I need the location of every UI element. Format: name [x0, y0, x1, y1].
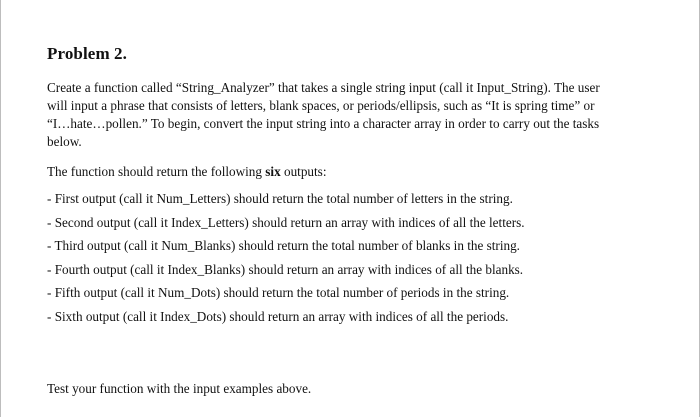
list-item: - Second output (call it Index_Letters) should return an array with indices of all the letters. — [47, 214, 525, 230]
outputs-list — [47, 190, 525, 331]
outputs-intro-suffix: outputs: — [280, 164, 327, 179]
description-line: will input a phrase that consists of letters, blank spaces, or periods/ellipsis, such as “It is spring time” or — [47, 98, 595, 113]
description-line: “I…hate…pollen.” To begin, convert the input string into a character array in order to carry out the tasks — [47, 116, 600, 131]
list-item: - Fifth output (call it Num_Dots) should return the total number of periods in the string. — [47, 285, 510, 300]
outputs-intro-text: The function should return the following — [47, 164, 266, 179]
closing-instruction: Test your function with the input examples above. — [47, 381, 312, 396]
list-item: - First output (call it Num_Letters) should return the total number of letters in the string. — [47, 191, 513, 206]
outputs-intro — [47, 164, 326, 180]
problem-title: Problem 2. — [47, 44, 128, 63]
list-item: - Third output (call it Num_Blanks) should return the total number of blanks in the string. — [47, 238, 520, 253]
outputs-count-emphasis: six — [265, 164, 281, 179]
list-item: - Sixth output (call it Index_Dots) should return an array with indices of all the periods. — [47, 308, 509, 324]
description-line: Create a function called “String_Analyzer” that takes a single string input (call it Input_String). The user — [47, 80, 600, 95]
list-item: - Fourth output (call it Index_Blanks) should return an array with indices of all the blanks. — [47, 261, 524, 277]
problem-description — [47, 79, 655, 151]
description-line: below. — [47, 134, 82, 149]
